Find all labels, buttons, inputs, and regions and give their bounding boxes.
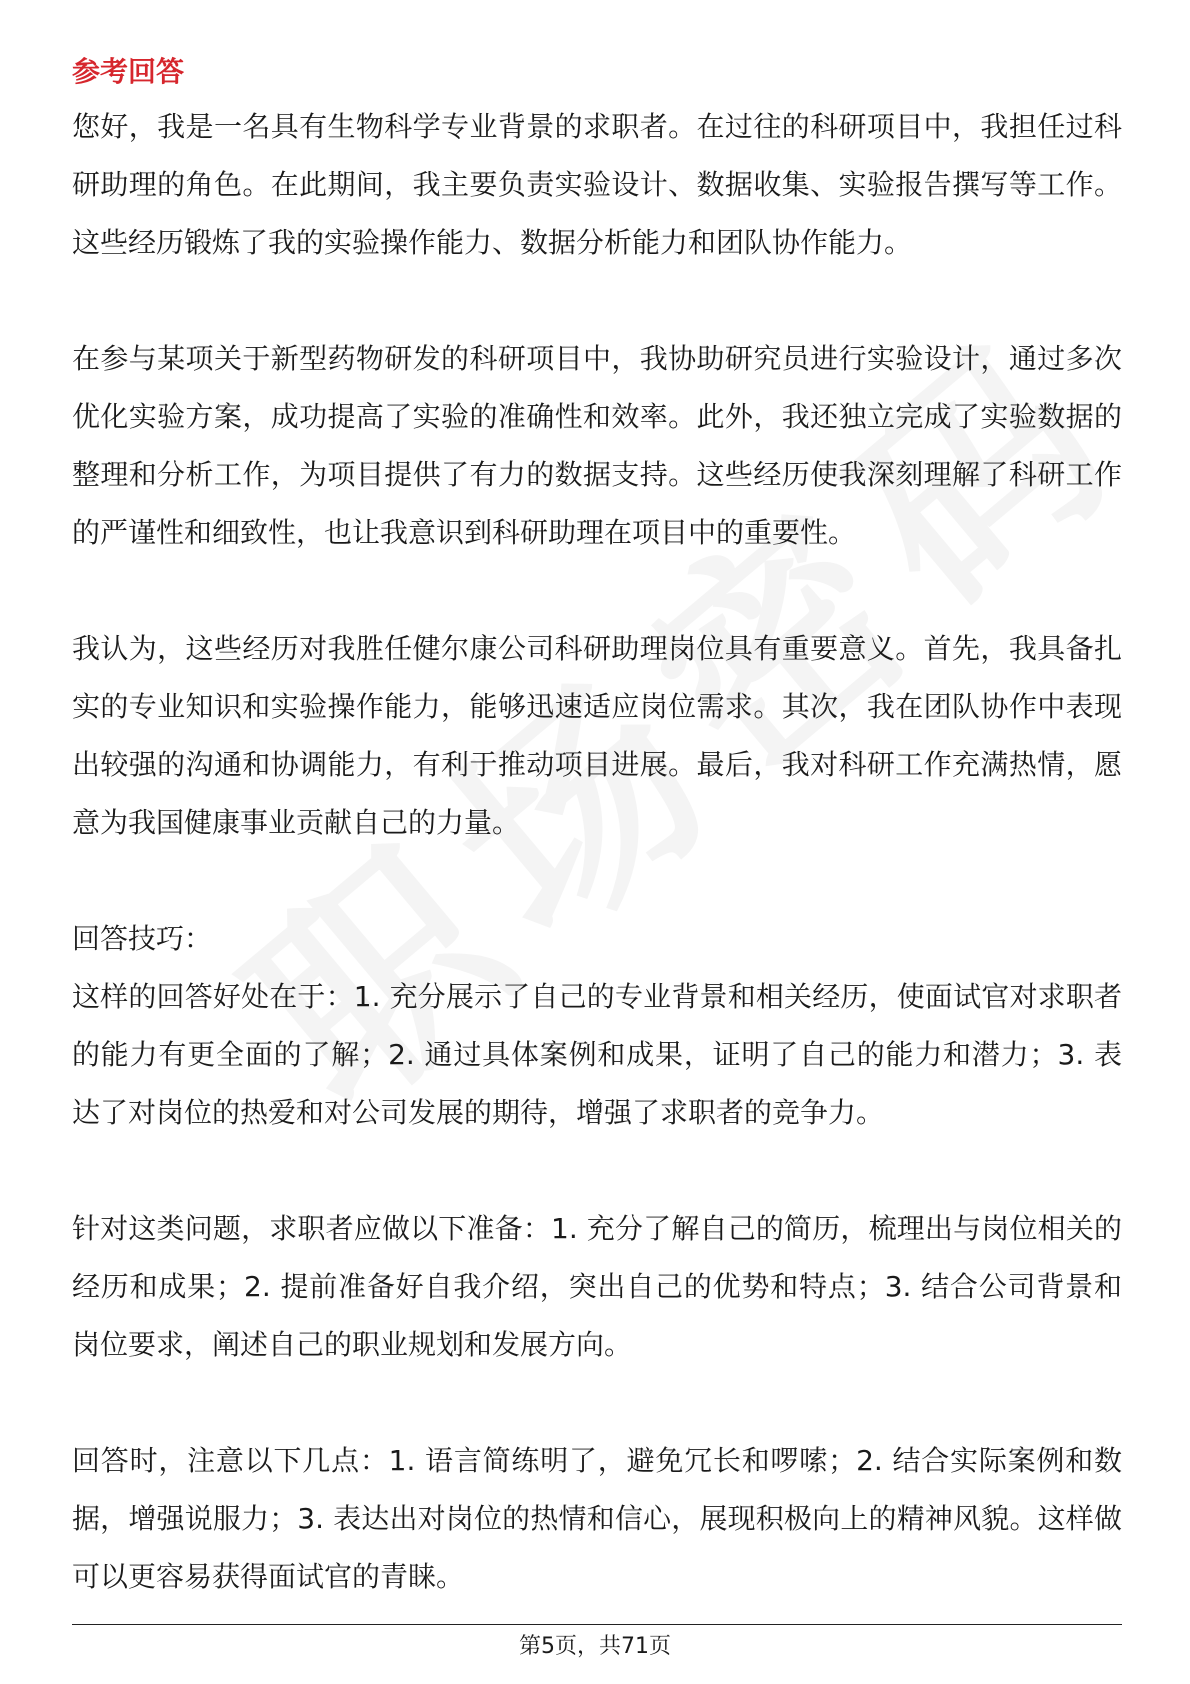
paragraph-spacer (72, 272, 1122, 330)
tips-paragraph-1: 这样的回答好处在于：1. 充分展示了自己的专业背景和相关经历，使面试官对求职者的能力有更全面的了解；2. 通过具体案例和成果，证明了自己的能力和潜力；3. 表达了对岗位的热爱和对公司发展的期待，增强了求职者的竞争力。 (72, 980, 1122, 1129)
paragraph-spacer (72, 852, 1122, 910)
paragraph-spacer (72, 1374, 1122, 1432)
page-content (72, 46, 1122, 1606)
answer-paragraph-2: 在参与某项关于新型药物研发的科研项目中，我协助研究员进行实验设计，通过多次优化实验方案，成功提高了实验的准确性和效率。此外，我还独立完成了实验数据的整理和分析工作，为项目提供了有力的数据支持。这些经历使我深刻理解了科研工作的严谨性和细致性，也让我意识到科研助理在项目中的重要性。 (72, 342, 1122, 549)
footer-divider (72, 1624, 1122, 1625)
paragraph-spacer (72, 1142, 1122, 1200)
tips-paragraph-2: 针对这类问题，求职者应做以下准备：1. 充分了解自己的简历，梳理出与岗位相关的经历和成果；2. 提前准备好自我介绍，突出自己的优势和特点；3. 结合公司背景和岗位要求，阐述自己的职业规划和发展方向。 (72, 1212, 1122, 1361)
tips-title: 回答技巧： (72, 922, 213, 955)
page-number: 第5页，共71页 (519, 1634, 671, 1659)
answer-paragraph-3: 我认为，这些经历对我胜任健尔康公司科研助理岗位具有重要意义。首先，我具备扎实的专业知识和实验操作能力，能够迅速适应岗位需求。其次，我在团队协作中表现出较强的沟通和协调能力，有利于推动项目进展。最后，我对科研工作充满热情，愿意为我国健康事业贡献自己的力量。 (72, 632, 1122, 839)
answer-paragraph-1: 您好，我是一名具有生物科学专业背景的求职者。在过往的科研项目中，我担任过科研助理的角色。在此期间，我主要负责实验设计、数据收集、实验报告撰写等工作。这些经历锻炼了我的实验操作能力、数据分析能力和团队协作能力。 (72, 110, 1122, 259)
paragraph-spacer (72, 562, 1122, 620)
tips-paragraph-3: 回答时，注意以下几点：1. 语言简练明了，避免冗长和啰嗦；2. 结合实际案例和数据，增强说服力；3. 表达出对岗位的热情和信心，展现积极向上的精神风貌。这样做可以更容易获得面试官的青睐。 (72, 1444, 1122, 1593)
section-heading: 参考回答 (72, 55, 185, 88)
